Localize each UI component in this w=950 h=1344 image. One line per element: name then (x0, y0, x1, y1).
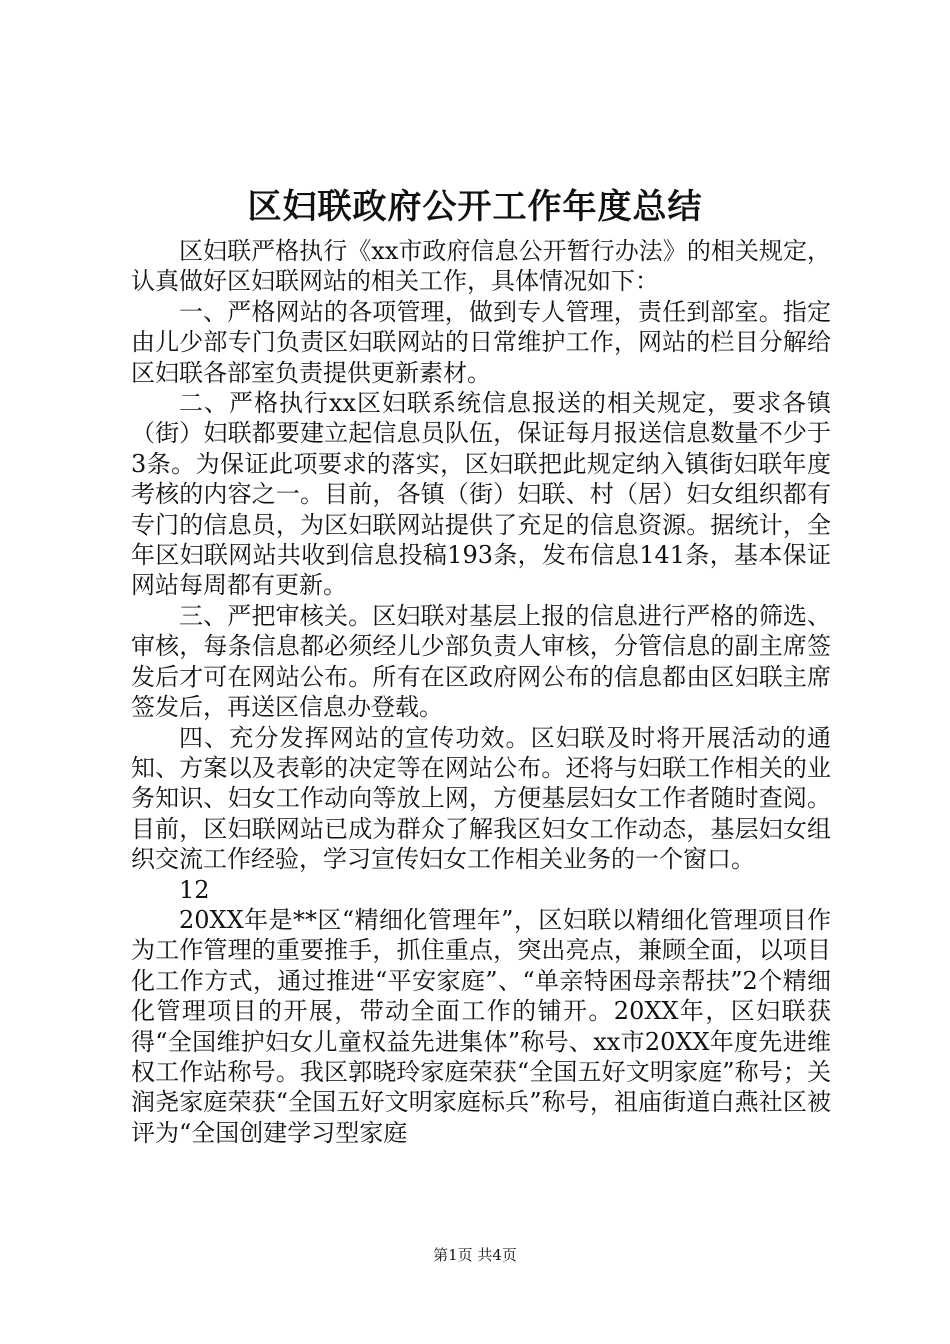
document-body (131, 236, 831, 1148)
paragraph-item-2: 二、严格执行xx区妇联系统信息报送的相关规定，要求各镇（街）妇联都要建立起信息员队伍，保证每月报送信息数量不少于3条。为保证此项要求的落实，区妇联把此规定纳入镇街妇联年度考核的内容之一。目前，各镇（街）妇联、村（居）妇女组织都有专门的信息员，为区妇联网站提供了充足的信息资源。据统计，全年区妇联网站共收到信息投稿193条，发布信息141条，基本保证网站每周都有更新。 (131, 389, 831, 600)
paragraph-summary: 20XX年是**区“精细化管理年”，区妇联以精细化管理项目作为工作管理的重要推手，抓住重点，突出亮点，兼顾全面，以项目化工作方式，通过推进“平安家庭”、“单亲特困母亲帮扶”2个精细化管理项目的开展，带动全面工作的铺开。20XX年，区妇联获得“全国维护妇女儿童权益先进集体”称号、xx市20XX年度先进维权工作站称号。我区郭晓玲家庭荣获“全国五好文明家庭”称号；关润尧家庭荣获“全国五好文明家庭标兵”称号，祖庙街道白燕社区被评为“全国创建学习型家庭 (131, 905, 831, 1147)
document-title: 区妇联政府公开工作年度总结 (247, 187, 703, 227)
paragraph-intro: 区妇联严格执行《xx市政府信息公开暂行办法》的相关规定，认真做好区妇联网站的相关工作，具体情况如下： (131, 237, 831, 296)
paragraph-item-4: 四、充分发挥网站的宣传功效。区妇联及时将开展活动的通知、方案以及表彰的决定等在网站公布。还将与妇联工作相关的业务知识、妇女工作动向等放上网，方便基层妇女工作者随时查阅。目前，区妇联网站已成为群众了解我区妇女工作动态，基层妇女组织交流工作经验，学习宣传妇女工作相关业务的一个窗口。 (131, 723, 831, 874)
page-footer: 第1页 共4页 (433, 1246, 517, 1264)
paragraph-item-1: 一、严格网站的各项管理，做到专人管理，责任到部室。指定由儿少部专门负责区妇联网站的日常维护工作，网站的栏目分解给区妇联各部室负责提供更新素材。 (131, 297, 831, 387)
paragraph-item-3: 三、严把审核关。区妇联对基层上报的信息进行严格的筛选、审核，每条信息都必须经儿少部负责人审核，分管信息的副主席签发后才可在网站公布。所有在区政府网公布的信息都由区妇联主席签发后，再送区信息办登载。 (131, 601, 831, 722)
paragraph-number: 12 (179, 875, 210, 904)
